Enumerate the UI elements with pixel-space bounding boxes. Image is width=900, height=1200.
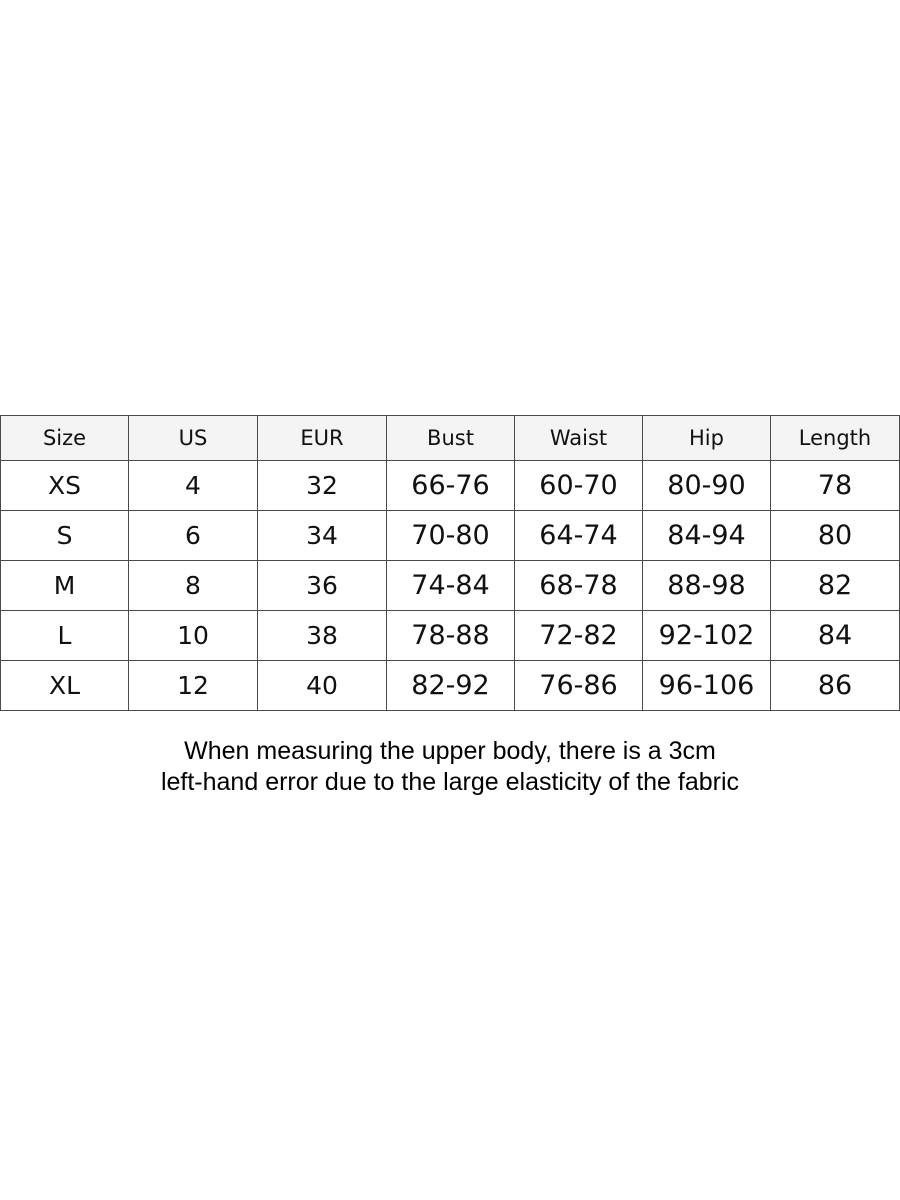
table-row <box>1 611 900 661</box>
table-row <box>1 561 900 611</box>
cell-size: XL <box>1 661 129 711</box>
cell-size: S <box>1 511 129 561</box>
cell-bust: 74-84 <box>387 561 515 611</box>
cell-us: 10 <box>129 611 258 661</box>
cell-size: L <box>1 611 129 661</box>
header-waist: Waist <box>515 416 643 461</box>
cell-waist: 60-70 <box>515 461 643 511</box>
cell-waist: 64-74 <box>515 511 643 561</box>
cell-length: 86 <box>771 661 900 711</box>
cell-bust: 82-92 <box>387 661 515 711</box>
cell-eur: 32 <box>258 461 387 511</box>
cell-bust: 78-88 <box>387 611 515 661</box>
cell-length: 84 <box>771 611 900 661</box>
header-hip: Hip <box>643 416 771 461</box>
header-bust: Bust <box>387 416 515 461</box>
table-row <box>1 461 900 511</box>
table-row <box>1 661 900 711</box>
cell-hip: 80-90 <box>643 461 771 511</box>
cell-eur: 38 <box>258 611 387 661</box>
measurement-note <box>0 736 900 798</box>
cell-length: 78 <box>771 461 900 511</box>
cell-bust: 66-76 <box>387 461 515 511</box>
cell-waist: 76-86 <box>515 661 643 711</box>
size-chart-table <box>0 415 900 711</box>
note-line-1: When measuring the upper body, there is a 3cm <box>184 737 716 765</box>
header-size: Size <box>1 416 129 461</box>
header-length: Length <box>771 416 900 461</box>
cell-waist: 68-78 <box>515 561 643 611</box>
cell-bust: 70-80 <box>387 511 515 561</box>
cell-eur: 34 <box>258 511 387 561</box>
cell-size: M <box>1 561 129 611</box>
cell-us: 12 <box>129 661 258 711</box>
cell-us: 6 <box>129 511 258 561</box>
cell-eur: 36 <box>258 561 387 611</box>
cell-length: 82 <box>771 561 900 611</box>
header-eur: EUR <box>258 416 387 461</box>
cell-waist: 72-82 <box>515 611 643 661</box>
cell-size: XS <box>1 461 129 511</box>
cell-hip: 92-102 <box>643 611 771 661</box>
note-line-2: left-hand error due to the large elasticity of the fabric <box>160 768 740 796</box>
header-row <box>1 416 900 461</box>
cell-length: 80 <box>771 511 900 561</box>
header-us: US <box>129 416 258 461</box>
table-row <box>1 511 900 561</box>
cell-eur: 40 <box>258 661 387 711</box>
cell-us: 4 <box>129 461 258 511</box>
cell-us: 8 <box>129 561 258 611</box>
cell-hip: 88-98 <box>643 561 771 611</box>
cell-hip: 96-106 <box>643 661 771 711</box>
cell-hip: 84-94 <box>643 511 771 561</box>
